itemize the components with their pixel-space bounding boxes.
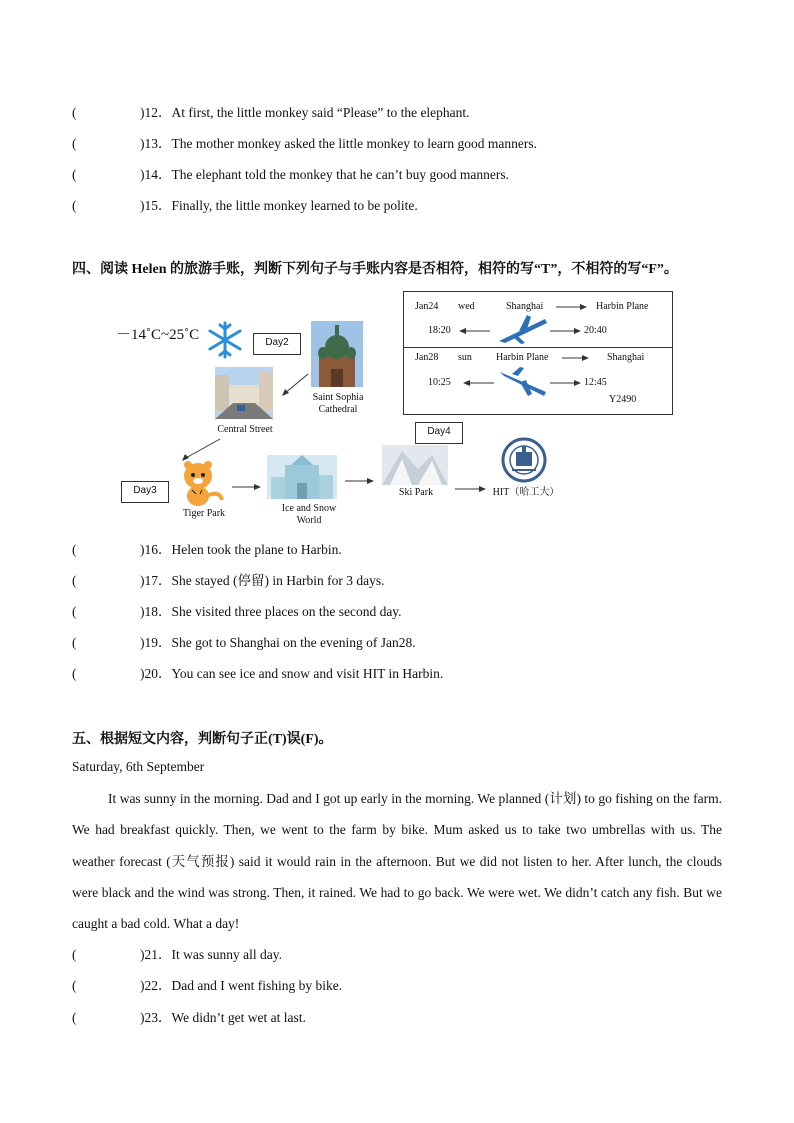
hit-label: HIT（哈工大）: [492, 487, 560, 498]
answer-paren[interactable]: (: [72, 1010, 77, 1025]
snowflake-icon: [205, 320, 245, 360]
question-21: [72, 946, 282, 964]
answer-paren[interactable]: (: [72, 198, 77, 213]
tiger-icon: [176, 460, 228, 508]
question-18: [72, 603, 402, 621]
flight1-depart-time: 18:20: [428, 325, 451, 336]
question-text: The elephant told the monkey that he can’t buy good manners.: [171, 167, 510, 182]
question-17: [72, 572, 384, 590]
central-street-label: Central Street: [217, 424, 273, 435]
question-text: It was sunny all day.: [171, 947, 282, 962]
ice-snow-world-label: Ice and Snow World: [281, 503, 337, 526]
question-text: Helen took the plane to Harbin.: [171, 542, 342, 557]
arrow-icon: [550, 326, 582, 336]
flight1-from: Shanghai: [506, 301, 544, 312]
question-12: [72, 104, 470, 122]
arrow-icon: [458, 326, 490, 336]
question-number: )20．: [140, 666, 172, 681]
answer-paren[interactable]: (: [72, 573, 77, 588]
arrow-icon: [345, 476, 375, 486]
cathedral-photo: [311, 321, 363, 387]
day2-label: Day2: [253, 333, 301, 355]
question-number: )16．: [140, 542, 172, 557]
question-number: )17．: [140, 573, 172, 588]
question-20: [72, 665, 443, 683]
arrow-icon: [562, 353, 590, 363]
arrow-icon: [280, 372, 310, 398]
question-15: [72, 197, 418, 215]
flight1-day: wed: [458, 301, 475, 312]
question-number: )12．: [140, 105, 172, 120]
day4-label: Day4: [415, 422, 463, 444]
question-23: [72, 1009, 306, 1027]
answer-paren[interactable]: (: [72, 136, 77, 151]
reading-passage: It was sunny in the morning. Dad and I got up early in the morning. We planned (计划) to go fishing on the farm. We had breakfast quickly. Then, we went to the farm by bike. Mum asked us to take two umbrellas with us. The weather forecast (天气预报) said it would rain in the afternoon. But we did not listen to her. After lunch, the clouds were black and the wind was strong. Then, it rained. We had to go back. We were wet. We didn’t catch any fish. But we caught a bad cold. What a day!: [72, 791, 722, 932]
section-4-heading: 四、阅读 Helen 的旅游手账，判断下列句子与手账内容是否相符，相符的写“T”，不相符的写“F”。: [72, 262, 678, 277]
question-22: [72, 977, 342, 995]
question-text: The mother monkey asked the little monkey to learn good manners.: [171, 136, 538, 151]
arrow-icon: [232, 482, 262, 492]
day3-label: Day3: [121, 481, 169, 503]
ski-park-label: Ski Park: [398, 487, 434, 498]
hit-logo-icon: [498, 436, 550, 484]
flight1-arrive-time: 20:40: [584, 325, 607, 336]
tiger-park-label: Tiger Park: [182, 508, 226, 519]
flight1-date: Jan24: [415, 301, 439, 312]
ski-park-photo: [382, 445, 448, 485]
sophia-label: Saint Sophia Cathedral: [312, 392, 364, 415]
plane-icon: [497, 313, 549, 345]
table-divider: [404, 347, 672, 348]
question-number: )23．: [140, 1010, 172, 1025]
flight2-date: Jan28: [415, 352, 439, 363]
question-text: She visited three places on the second day.: [171, 604, 402, 619]
question-number: )21．: [140, 947, 172, 962]
arrow-icon: [550, 378, 582, 388]
plane-icon: [498, 366, 550, 398]
question-number: )19．: [140, 635, 172, 650]
flight2-from: Harbin Plane: [496, 352, 549, 363]
question-number: )14．: [140, 167, 172, 182]
question-number: )18．: [140, 604, 172, 619]
flight2-arrive-time: 12:45: [584, 377, 607, 388]
question-number: )22．: [140, 978, 172, 993]
section-5-heading: 五、根据短文内容，判断句子正(T)误(F)。: [72, 732, 333, 747]
question-number: )15．: [140, 198, 172, 213]
question-19: [72, 634, 416, 652]
answer-paren[interactable]: (: [72, 105, 77, 120]
flight2-depart-time: 10:25: [428, 377, 451, 388]
answer-paren[interactable]: (: [72, 635, 77, 650]
question-14: [72, 166, 509, 184]
flight2-price: Y2490: [609, 394, 637, 405]
passage-date: Saturday, 6th September: [72, 759, 205, 774]
answer-paren[interactable]: (: [72, 542, 77, 557]
question-text: She got to Shanghai on the evening of Jan28.: [171, 635, 416, 650]
flight2-day: sun: [458, 352, 472, 363]
answer-paren[interactable]: (: [72, 947, 77, 962]
question-text: She stayed (停留) in Harbin for 3 days.: [171, 573, 385, 588]
flight2-to: Shanghai: [607, 352, 645, 363]
answer-paren[interactable]: (: [72, 167, 77, 182]
answer-paren[interactable]: (: [72, 604, 77, 619]
ice-snow-world-photo: [267, 455, 337, 499]
question-text: We didn’t get wet at last.: [171, 1010, 306, 1025]
question-number: )13．: [140, 136, 172, 151]
question-13: [72, 135, 537, 153]
flight1-to: Harbin Plane: [596, 301, 649, 312]
question-text: You can see ice and snow and visit HIT in Harbin.: [171, 666, 444, 681]
arrow-icon: [455, 484, 487, 494]
arrow-icon: [556, 302, 588, 312]
question-text: Finally, the little monkey learned to be polite.: [171, 198, 418, 213]
question-text: At first, the little monkey said “Please” to the elephant.: [171, 105, 470, 120]
question-16: [72, 541, 342, 559]
central-street-photo: [215, 367, 273, 419]
arrow-icon: [462, 378, 494, 388]
temperature-range: －14˚C~25˚C: [116, 327, 200, 343]
answer-paren[interactable]: (: [72, 666, 77, 681]
answer-paren[interactable]: (: [72, 978, 77, 993]
question-text: Dad and I went fishing by bike.: [171, 978, 343, 993]
